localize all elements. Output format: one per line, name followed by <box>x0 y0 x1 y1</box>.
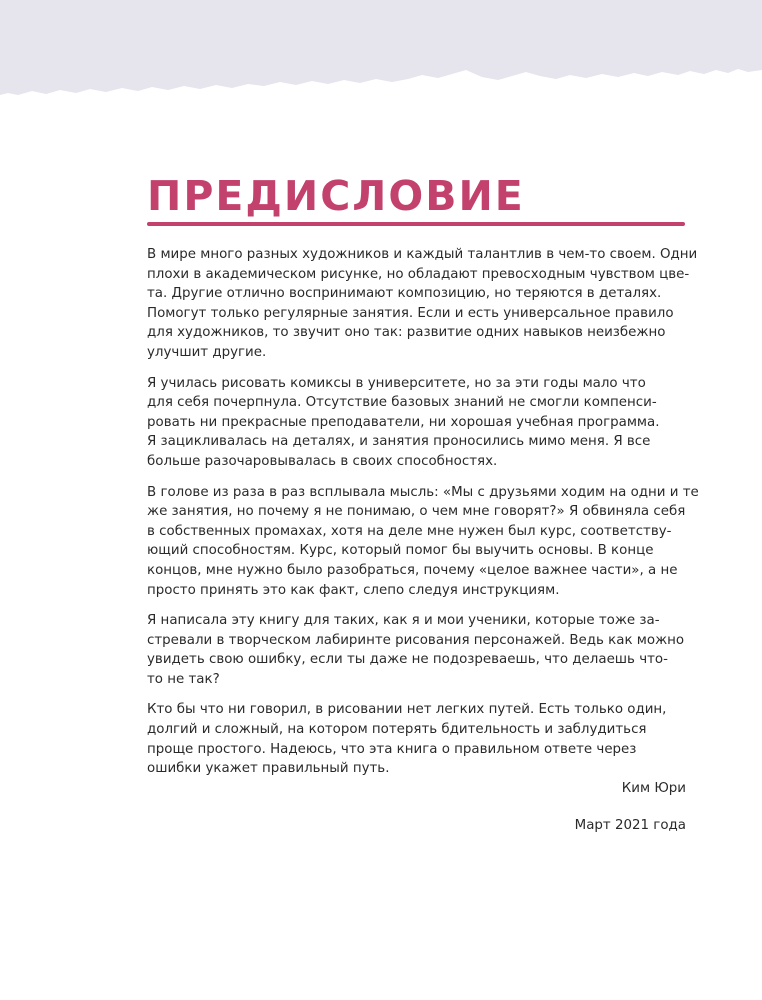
text-line: Я написала эту книгу для таких, как я и мои ученики, которые тоже за- <box>147 613 660 629</box>
paragraph <box>147 700 688 778</box>
text-line: увидеть свою ошибку, если ты даже не подозреваешь, что делаешь что- <box>147 652 668 668</box>
text-line: плохи в академическом рисунке, но обладают превосходным чувством цве- <box>147 266 690 282</box>
text-line: просто принять это как факт, слепо следуя инструкциям. <box>147 582 560 598</box>
text-line: для себя почерпнула. Отсутствие базовых знаний не смогли компенси- <box>147 395 657 411</box>
text-line: В мире много разных художников и каждый талантлив в чем-то своем. Одни <box>147 247 698 262</box>
text-line: Я училась рисовать комиксы в университете, но за эти годы мало что <box>147 375 646 391</box>
text-line: больше разочаровывалась в своих способностях. <box>147 453 498 469</box>
title-underline <box>147 222 685 226</box>
text-line: та. Другие отлично воспринимают композицию, но теряются в деталях. <box>147 286 662 302</box>
text-line: в собственных промахах, хотя на деле мне нужен был курс, соответству- <box>147 523 672 539</box>
text-line: то не так? <box>147 671 220 687</box>
text-line: ровать ни прекрасные преподаватели, ни хорошая учебная программа. <box>147 414 660 430</box>
text-line: концов, мне нужно было разобраться, почему «целое важнее части», а не <box>147 562 678 578</box>
signature-author: Ким Юри <box>621 781 686 796</box>
paragraph <box>147 483 699 601</box>
text-line: Помогут только регулярные занятия. Если и есть универсальное правило <box>147 305 674 321</box>
preface-body <box>147 245 699 790</box>
text-line: стревали в творческом лабиринте рисования персонажей. Ведь как можно <box>147 632 685 648</box>
text-line: В голове из раза в раз всплывала мысль: «Мы с друзьями ходим на одни и те <box>147 484 699 500</box>
torn-paper-header <box>0 0 762 115</box>
paragraph <box>147 245 698 363</box>
text-line: Кто бы что ни говорил, в рисовании нет легких путей. Есть только один, <box>147 702 667 718</box>
text-line: ющий способностям. Курс, который помог бы выучить основы. В конце <box>147 543 654 559</box>
text-line: ошибки укажет правильный путь. <box>147 761 390 777</box>
text-line: же занятия, но почему я не понимаю, о чем мне говорят?» Я обвиняла себя <box>147 504 686 520</box>
text-line: долгий и сложный, на котором потерять бдительность и заблудиться <box>147 722 647 738</box>
signature-date: Март 2021 года <box>574 818 686 833</box>
paragraph <box>147 611 688 689</box>
paragraph <box>147 374 688 472</box>
text-line: улучшит другие. <box>147 344 267 360</box>
text-line: Я зацикливалась на деталях, и занятия проносились мимо меня. Я все <box>147 434 651 450</box>
text-line: для художников, то звучит оно так: развитие одних навыков неизбежно <box>147 325 666 341</box>
text-line: проще простого. Надеюсь, что эта книга о правильном ответе через <box>147 741 637 757</box>
page-title: ПРЕДИСЛОВИЕ <box>147 172 525 220</box>
